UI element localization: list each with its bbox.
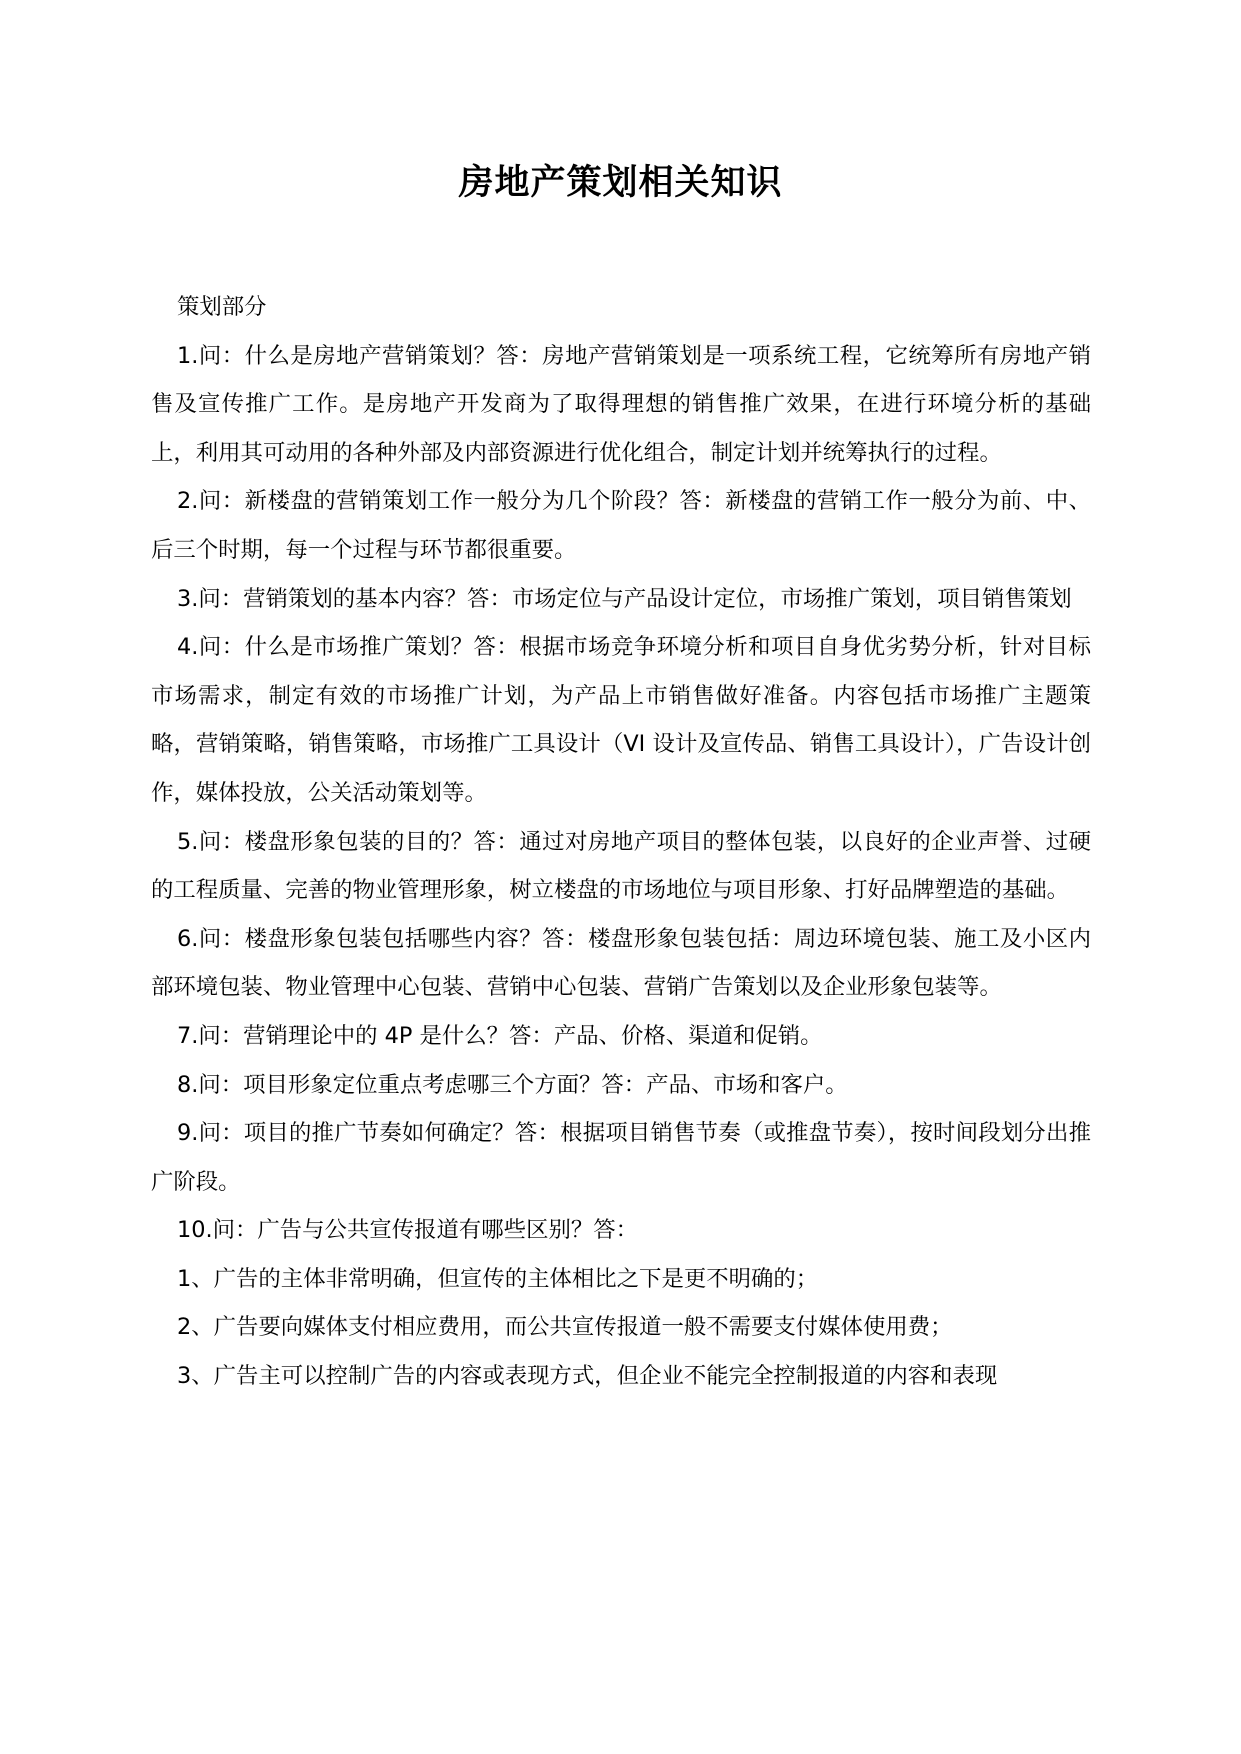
qa-paragraph-7: 7.问：营销理论中的 4P 是什么？答：产品、价格、渠道和促销。: [177, 1022, 823, 1049]
qa-paragraph-8: 8.问：项目形象定位重点考虑哪三个方面？答：产品、市场和客户。: [177, 1071, 848, 1098]
qa-paragraph-1: 1.问：什么是房地产营销策划？答：房地产营销策划是一项系统工程，它统筹所有房地产销售及宣传推广工作。是房地产开发商为了取得理想的销售推广效果，在进行环境分析的基础上，利用其可动用的各种外部及内部资源进行优化组合，制定计划并统筹执行的过程。: [151, 342, 1091, 466]
document-body: [151, 283, 1091, 1401]
list-item-2: 2、广告要向媒体支付相应费用，而公共宣传报道一般不需要支付媒体使用费；: [177, 1314, 953, 1341]
qa-paragraph-4: 4.问：什么是市场推广策划？答：根据市场竞争环境分析和项目自身优劣势分析，针对目标市场需求，制定有效的市场推广计划，为产品上市销售做好准备。内容包括市场推广主题策略，营销策略，销售策略，市场推广工具设计（VI 设计及宣传品、销售工具设计），广告设计创作，媒体投放，公关活动策划等。: [151, 634, 1091, 806]
qa-paragraph-6: 6.问：楼盘形象包装包括哪些内容？答：楼盘形象包装包括：周边环境包装、施工及小区内部环境包装、物业管理中心包装、营销中心包装、营销广告策划以及企业形象包装等。: [151, 925, 1091, 1001]
list-item-3: 3、广告主可以控制广告的内容或表现方式，但企业不能完全控制报道的内容和表现: [177, 1363, 998, 1390]
qa-paragraph-9: 9.问：项目的推广节奏如何确定？答：根据项目销售节奏（或推盘节奏），按时间段划分出推广阶段。: [151, 1120, 1091, 1195]
qa-paragraph-2: 2.问：新楼盘的营销策划工作一般分为几个阶段？答：新楼盘的营销工作一般分为前、中、后三个时期，每一个过程与环节都很重要。: [151, 488, 1091, 563]
qa-paragraph-10: 10.问：广告与公共宣传报道有哪些区别？答：: [177, 1217, 639, 1244]
document-title: 房地产策划相关知识: [458, 163, 783, 203]
section-heading: 策划部分: [177, 294, 267, 320]
qa-paragraph-5: 5.问：楼盘形象包装的目的？答：通过对房地产项目的整体包装，以良好的企业声誉、过硬的工程质量、完善的物业管理形象，树立楼盘的市场地位与项目形象、打好品牌塑造的基础。: [151, 828, 1091, 904]
list-item-1: 1、广告的主体非常明确，但宣传的主体相比之下是更不明确的；: [177, 1265, 819, 1292]
qa-paragraph-3: 3.问：营销策划的基本内容？答：市场定位与产品设计定位，市场推广策划，项目销售策划: [177, 585, 1072, 612]
